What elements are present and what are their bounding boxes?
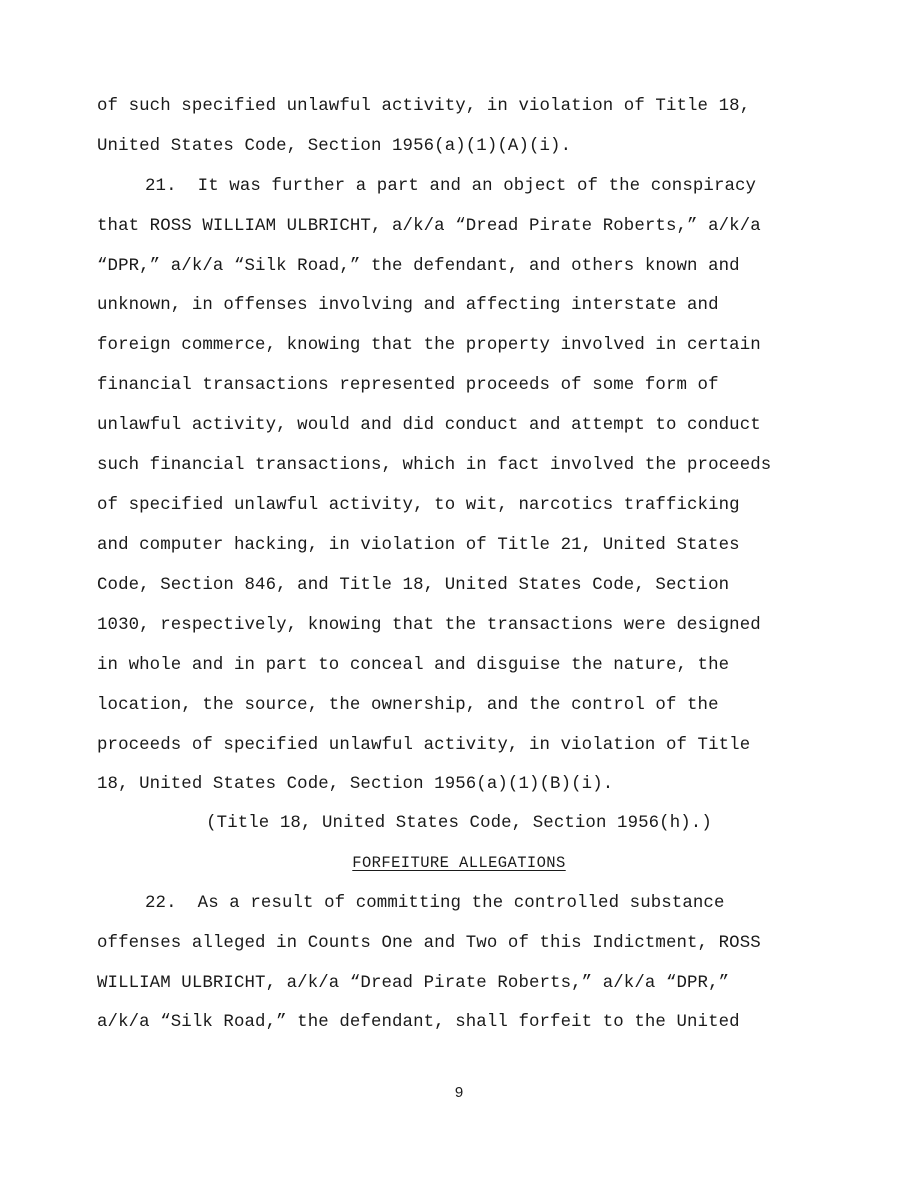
text-line-4: that ROSS WILLIAM ULBRICHT, a/k/a “Dread Pirate Roberts,” a/k/a (97, 217, 761, 236)
text-line-8: financial transactions represented proceeds of some form of (97, 376, 719, 395)
text-line-11: of specified unlawful activity, to wit, narcotics trafficking (97, 496, 740, 515)
forfeiture-allegations-title: FORFEITURE ALLEGATIONS (352, 854, 566, 872)
text-line-9: unlawful activity, would and did conduct and attempt to conduct (97, 416, 761, 435)
section-heading (0, 853, 918, 873)
statute-citation: (Title 18, United States Code, Section 1956(h).) (206, 814, 712, 833)
paragraph-22-start: 22. As a result of committing the controlled substance (145, 894, 725, 913)
text-line-15: in whole and in part to conceal and disguise the nature, the (97, 656, 730, 675)
text-line-14: 1030, respectively, knowing that the transactions were designed (97, 616, 761, 635)
text-line-18: 18, United States Code, Section 1956(a)(1)(B)(i). (97, 775, 614, 794)
text-line-13: Code, Section 846, and Title 18, United States Code, Section (97, 576, 730, 595)
text-line-10: such financial transactions, which in fact involved the proceeds (97, 456, 772, 475)
page-number: 9 (454, 1084, 464, 1101)
text-line-16: location, the source, the ownership, and the control of the (97, 696, 719, 715)
text-line-7: foreign commerce, knowing that the property involved in certain (97, 336, 761, 355)
text-line-22: offenses alleged in Counts One and Two of this Indictment, ROSS (97, 934, 761, 953)
text-line-17: proceeds of specified unlawful activity, in violation of Title (97, 736, 751, 755)
text-line-12: and computer hacking, in violation of Title 21, United States (97, 536, 740, 555)
text-line-5: “DPR,” a/k/a “Silk Road,” the defendant, and others known and (97, 257, 740, 276)
text-line-24: a/k/a “Silk Road,” the defendant, shall forfeit to the United (97, 1013, 740, 1032)
text-line-6: unknown, in offenses involving and affecting interstate and (97, 296, 719, 315)
text-line-2: United States Code, Section 1956(a)(1)(A)(i). (97, 137, 572, 156)
text-line-23: WILLIAM ULBRICHT, a/k/a “Dread Pirate Roberts,” a/k/a “DPR,” (97, 974, 730, 993)
paragraph-21-start: 21. It was further a part and an object of the conspiracy (145, 177, 757, 196)
text-line-1: of such specified unlawful activity, in violation of Title 18, (97, 97, 751, 116)
